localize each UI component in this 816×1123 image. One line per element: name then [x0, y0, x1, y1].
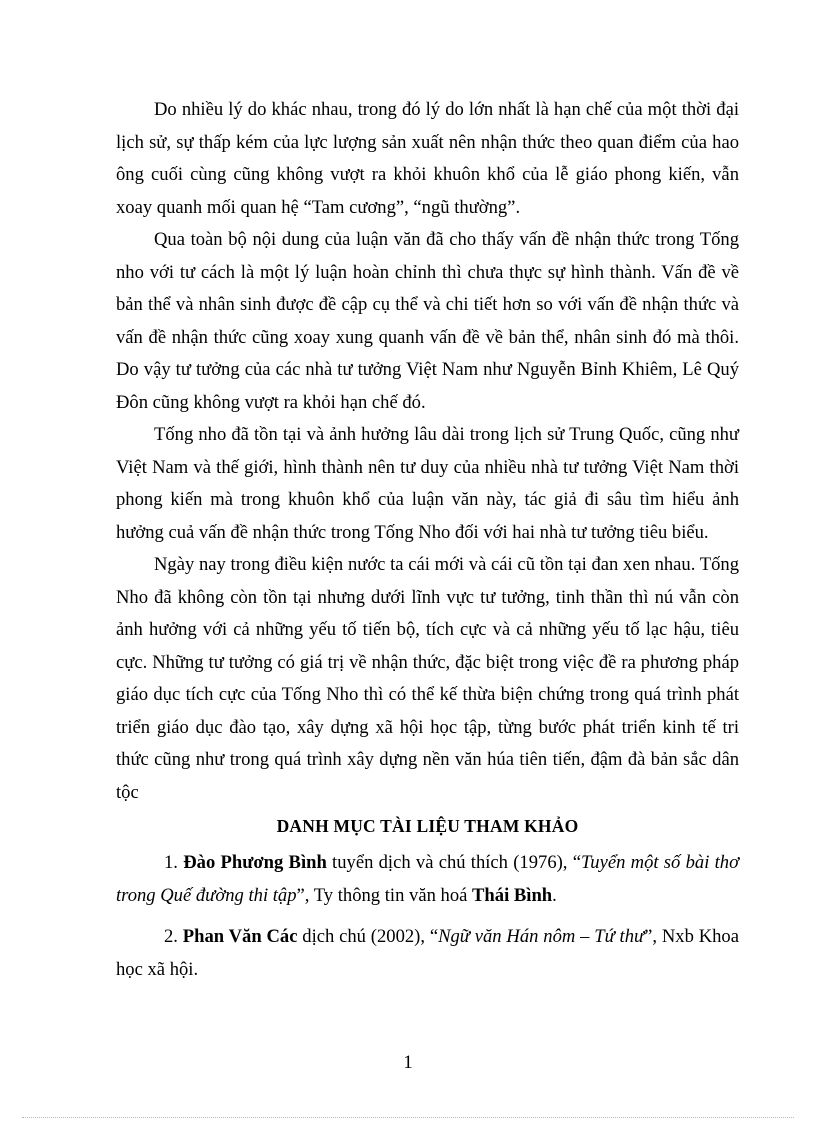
reference-title: Ngữ văn Hán nôm – Tứ thư — [438, 926, 645, 947]
body-paragraph: Ngày nay trong điều kiện nước ta cái mới và cái cũ tồn tại đan xen nhau. Tống Nho đã không còn tồn tại nhưng dưới lĩnh vực tư tưởng, tinh thần thì nú vẫn còn ảnh hưởng với cả những yếu tố tiến bộ, tích cực và cả những yếu tố lạc hậu, tiêu cực. Những tư tưởng có giá trị về nhận thức, đặc biệt trong việc đề ra phương pháp giáo dục tích cực của Tống Nho thì có thể kế thừa biện chứng trong quá trình phát triển giáo dục đào tạo, xây dựng xã hội học tập, từng bước phát triển kinh tế tri thức cũng như trong quá trình xây dựng nền văn húa tiên tiến, đậm đà bản sắc dân tộc — [116, 554, 739, 803]
reference-item — [116, 847, 739, 912]
reference-role: dịch chú (2002), “ — [297, 926, 439, 947]
reference-title: Tuyển một số bài thơ trong Quế đường thi tập — [116, 852, 739, 906]
reference-number: 2. — [164, 926, 178, 947]
reference-number: 1. — [164, 852, 178, 873]
reference-end: . — [552, 884, 557, 906]
reference-item — [116, 921, 739, 986]
reference-list — [116, 847, 739, 986]
page-bottom-border — [22, 1117, 794, 1118]
page-content — [116, 94, 739, 995]
body-paragraph: Qua toàn bộ nội dung của luận văn đã cho thấy vấn đề nhận thức trong Tống nho với tư cách là một lý luận hoàn chỉnh thì chưa thực sự hình thành. Vấn đề về bản thể và nhân sinh được đề cập cụ thể và chi tiết hơn so với vấn đề nhận thức và vấn đề nhận thức cũng xoay xung quanh vấn đề về bản thể, nhân sinh đó mà thôi. Do vậy tư tưởng của các nhà tư tưởng Việt Nam như Nguyễn Bỉnh Khiêm, Lê Quý Đôn cũng không vượt ra khỏi hạn chế đó. — [116, 229, 739, 413]
body-paragraph: Tống nho đã tồn tại và ảnh hưởng lâu dài trong lịch sử Trung Quốc, cũng như Việt Nam và thế giới, hình thành nên tư duy của nhiều nhà tư tưởng Việt Nam thời phong kiến mà trong khuôn khổ của luận văn này, tác giả đi sâu tìm hiểu ảnh hưởng cuả vấn đề nhận thức trong Tống Nho đối với hai nhà tư tưởng tiêu biểu. — [116, 424, 739, 543]
reference-author: Đào Phương Bình — [183, 852, 327, 873]
reference-publisher: Thái Bình — [472, 884, 553, 906]
body-paragraph: Do nhiều lý do khác nhau, trong đó lý do lớn nhất là hạn chế của một thời đại lịch sử, sự thấp kém của lực lượng sản xuất nên nhận thức theo quan điểm của hao ông cuối cùng cũng không vượt ra khỏi khuôn khổ của lễ giáo phong kiến, vẫn xoay quanh mối quan hệ “Tam cương”, “ngũ thường”. — [116, 99, 739, 218]
reference-role: tuyển dịch và chú thích (1976), “ — [326, 852, 581, 873]
reference-details: ”, Ty thông tin văn hoá — [296, 884, 473, 906]
reference-author: Phan Văn Các — [182, 926, 298, 947]
reference-details: ”, Nxb Khoa học xã hội. — [116, 926, 739, 980]
page-number: 1 — [403, 1052, 413, 1073]
references-heading: DANH MỤC TÀI LIỆU THAM KHẢO — [276, 816, 579, 836]
